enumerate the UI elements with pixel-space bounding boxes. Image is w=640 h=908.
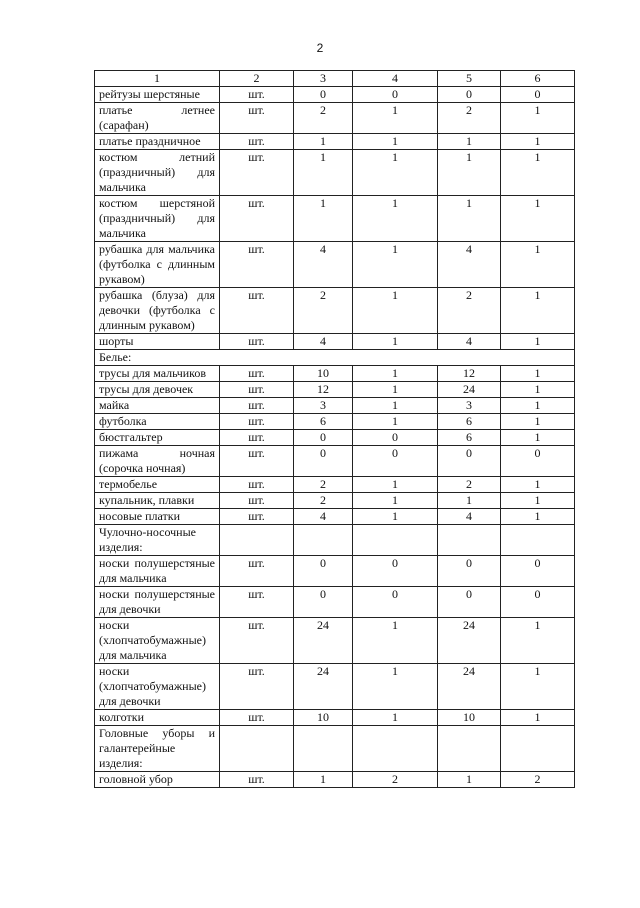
value-cell: 4 [438, 334, 501, 350]
value-cell: 2 [353, 772, 438, 788]
value-cell: 24 [438, 664, 501, 710]
value-cell: 4 [438, 509, 501, 525]
item-name-cell: костюм шерстяной (праздничный) для мальчика [95, 196, 220, 242]
column-header: 5 [438, 71, 501, 87]
value-cell: 0 [353, 87, 438, 103]
value-cell: 1 [353, 398, 438, 414]
value-cell: 1 [294, 772, 353, 788]
table-row [95, 493, 575, 509]
item-name-cell: платье праздничное [95, 134, 220, 150]
value-cell: 1 [353, 134, 438, 150]
unit-cell: шт. [220, 772, 294, 788]
value-cell: 1 [353, 664, 438, 710]
value-cell: 1 [438, 196, 501, 242]
page-number: 2 [316, 41, 324, 55]
value-cell: 3 [294, 398, 353, 414]
unit-cell: шт. [220, 288, 294, 334]
value-cell: 24 [438, 618, 501, 664]
table-row [95, 366, 575, 382]
unit-cell: шт. [220, 414, 294, 430]
unit-cell: шт. [220, 87, 294, 103]
item-name-cell: Чулочно-носочные изделия: [95, 525, 220, 556]
value-cell: 1 [353, 196, 438, 242]
table-row [95, 430, 575, 446]
value-cell: 6 [438, 430, 501, 446]
value-cell: 0 [294, 87, 353, 103]
value-cell: 0 [501, 446, 575, 477]
value-cell: 1 [501, 334, 575, 350]
table-row [95, 618, 575, 664]
value-cell: 1 [353, 618, 438, 664]
item-name-cell: костюм летний (праздничный) для мальчика [95, 150, 220, 196]
value-cell: 1 [353, 509, 438, 525]
value-cell: 4 [294, 242, 353, 288]
value-cell [438, 726, 501, 772]
column-header: 1 [95, 71, 220, 87]
value-cell: 1 [501, 414, 575, 430]
value-cell: 2 [501, 772, 575, 788]
value-cell [353, 525, 438, 556]
value-cell: 4 [438, 242, 501, 288]
unit-cell: шт. [220, 493, 294, 509]
value-cell: 0 [438, 87, 501, 103]
value-cell: 0 [294, 587, 353, 618]
unit-cell: шт. [220, 509, 294, 525]
unit-cell: шт. [220, 196, 294, 242]
unit-cell: шт. [220, 398, 294, 414]
value-cell: 2 [294, 493, 353, 509]
value-cell [353, 726, 438, 772]
value-cell: 1 [501, 493, 575, 509]
item-name-cell: купальник, плавки [95, 493, 220, 509]
column-header: 4 [353, 71, 438, 87]
table-row [95, 288, 575, 334]
value-cell: 1 [294, 150, 353, 196]
item-name-cell: рейтузы шерстяные [95, 87, 220, 103]
value-cell: 1 [501, 134, 575, 150]
value-cell: 1 [294, 196, 353, 242]
column-header: 2 [220, 71, 294, 87]
value-cell: 1 [501, 618, 575, 664]
item-name-cell: бюстгальтер [95, 430, 220, 446]
value-cell: 1 [501, 664, 575, 710]
unit-cell: шт. [220, 556, 294, 587]
value-cell: 1 [501, 196, 575, 242]
unit-cell [220, 726, 294, 772]
unit-cell: шт. [220, 587, 294, 618]
value-cell: 1 [501, 382, 575, 398]
value-cell: 12 [438, 366, 501, 382]
value-cell: 0 [353, 430, 438, 446]
value-cell: 0 [501, 87, 575, 103]
item-name-cell: головной убор [95, 772, 220, 788]
value-cell: 1 [353, 150, 438, 196]
value-cell: 1 [353, 382, 438, 398]
value-cell: 3 [438, 398, 501, 414]
unit-cell: шт. [220, 103, 294, 134]
item-name-cell: платье летнее (сарафан) [95, 103, 220, 134]
unit-cell: шт. [220, 618, 294, 664]
value-cell: 1 [353, 334, 438, 350]
value-cell: 10 [438, 710, 501, 726]
table-row [95, 710, 575, 726]
value-cell: 0 [501, 556, 575, 587]
table-row [95, 134, 575, 150]
value-cell: 1 [353, 103, 438, 134]
value-cell: 0 [501, 587, 575, 618]
item-name-cell: Головные уборы и галантерейные изделия: [95, 726, 220, 772]
value-cell: 2 [294, 288, 353, 334]
value-cell: 0 [353, 587, 438, 618]
value-cell: 1 [501, 366, 575, 382]
table-row [95, 664, 575, 710]
value-cell: 24 [294, 618, 353, 664]
value-cell: 1 [501, 477, 575, 493]
value-cell: 1 [353, 366, 438, 382]
value-cell: 1 [353, 477, 438, 493]
table-row [95, 334, 575, 350]
value-cell: 6 [438, 414, 501, 430]
value-cell: 2 [438, 103, 501, 134]
item-name-cell: трусы для девочек [95, 382, 220, 398]
item-name-cell: колготки [95, 710, 220, 726]
item-name-cell: носки (хлопчатобумажные) для девочки [95, 664, 220, 710]
unit-cell: шт. [220, 664, 294, 710]
value-cell [501, 525, 575, 556]
value-cell: 0 [294, 446, 353, 477]
unit-cell: шт. [220, 382, 294, 398]
unit-cell: шт. [220, 710, 294, 726]
table-row [95, 525, 575, 556]
table-row [95, 587, 575, 618]
table-row [95, 772, 575, 788]
value-cell: 6 [294, 414, 353, 430]
value-cell: 4 [294, 334, 353, 350]
item-name-cell: Белье: [95, 350, 575, 366]
item-name-cell: футболка [95, 414, 220, 430]
norms-table [94, 70, 575, 788]
table-row [95, 350, 575, 366]
item-name-cell: рубашка для мальчика (футболка с длинным рукавом) [95, 242, 220, 288]
value-cell: 12 [294, 382, 353, 398]
unit-cell: шт. [220, 477, 294, 493]
value-cell [294, 726, 353, 772]
table-row [95, 150, 575, 196]
value-cell: 1 [294, 134, 353, 150]
value-cell: 2 [438, 288, 501, 334]
table-row [95, 196, 575, 242]
table-row [95, 87, 575, 103]
value-cell: 1 [438, 772, 501, 788]
value-cell: 0 [294, 556, 353, 587]
column-header: 6 [501, 71, 575, 87]
table-row [95, 446, 575, 477]
value-cell: 1 [501, 430, 575, 446]
unit-cell: шт. [220, 242, 294, 288]
value-cell: 0 [294, 430, 353, 446]
item-name-cell: термобелье [95, 477, 220, 493]
value-cell: 10 [294, 366, 353, 382]
table-row [95, 477, 575, 493]
value-cell: 1 [501, 509, 575, 525]
value-cell [294, 525, 353, 556]
unit-cell: шт. [220, 334, 294, 350]
value-cell: 0 [353, 556, 438, 587]
item-name-cell: пижама ночная (сорочка ночная) [95, 446, 220, 477]
table-row [95, 103, 575, 134]
value-cell: 1 [353, 242, 438, 288]
value-cell: 1 [353, 710, 438, 726]
table-row [95, 414, 575, 430]
value-cell: 1 [501, 150, 575, 196]
item-name-cell: майка [95, 398, 220, 414]
table-row [95, 242, 575, 288]
value-cell: 1 [501, 103, 575, 134]
value-cell: 0 [438, 446, 501, 477]
value-cell: 1 [501, 398, 575, 414]
item-name-cell: рубашка (блуза) для девочки (футболка с длинным рукавом) [95, 288, 220, 334]
item-name-cell: носки (хлопчатобумажные) для мальчика [95, 618, 220, 664]
value-cell: 24 [438, 382, 501, 398]
unit-cell [220, 525, 294, 556]
unit-cell: шт. [220, 446, 294, 477]
item-name-cell: носки полушерстяные для мальчика [95, 556, 220, 587]
value-cell: 2 [294, 103, 353, 134]
value-cell: 2 [438, 477, 501, 493]
value-cell: 0 [438, 587, 501, 618]
value-cell: 0 [353, 446, 438, 477]
value-cell [438, 525, 501, 556]
value-cell [501, 726, 575, 772]
item-name-cell: шорты [95, 334, 220, 350]
value-cell: 1 [438, 150, 501, 196]
table-row [95, 382, 575, 398]
value-cell: 4 [294, 509, 353, 525]
value-cell: 1 [353, 414, 438, 430]
item-name-cell: носки полушерстяные для девочки [95, 587, 220, 618]
table-header-row [95, 71, 575, 87]
unit-cell: шт. [220, 150, 294, 196]
value-cell: 1 [438, 134, 501, 150]
value-cell: 1 [501, 288, 575, 334]
table-row [95, 398, 575, 414]
value-cell: 24 [294, 664, 353, 710]
item-name-cell: носовые платки [95, 509, 220, 525]
unit-cell: шт. [220, 366, 294, 382]
value-cell: 10 [294, 710, 353, 726]
unit-cell: шт. [220, 134, 294, 150]
value-cell: 1 [501, 242, 575, 288]
value-cell: 1 [501, 710, 575, 726]
item-name-cell: трусы для мальчиков [95, 366, 220, 382]
table-row [95, 726, 575, 772]
table-row [95, 509, 575, 525]
table-row [95, 556, 575, 587]
unit-cell: шт. [220, 430, 294, 446]
value-cell: 0 [438, 556, 501, 587]
value-cell: 1 [353, 288, 438, 334]
value-cell: 1 [353, 493, 438, 509]
value-cell: 2 [294, 477, 353, 493]
value-cell: 1 [438, 493, 501, 509]
column-header: 3 [294, 71, 353, 87]
